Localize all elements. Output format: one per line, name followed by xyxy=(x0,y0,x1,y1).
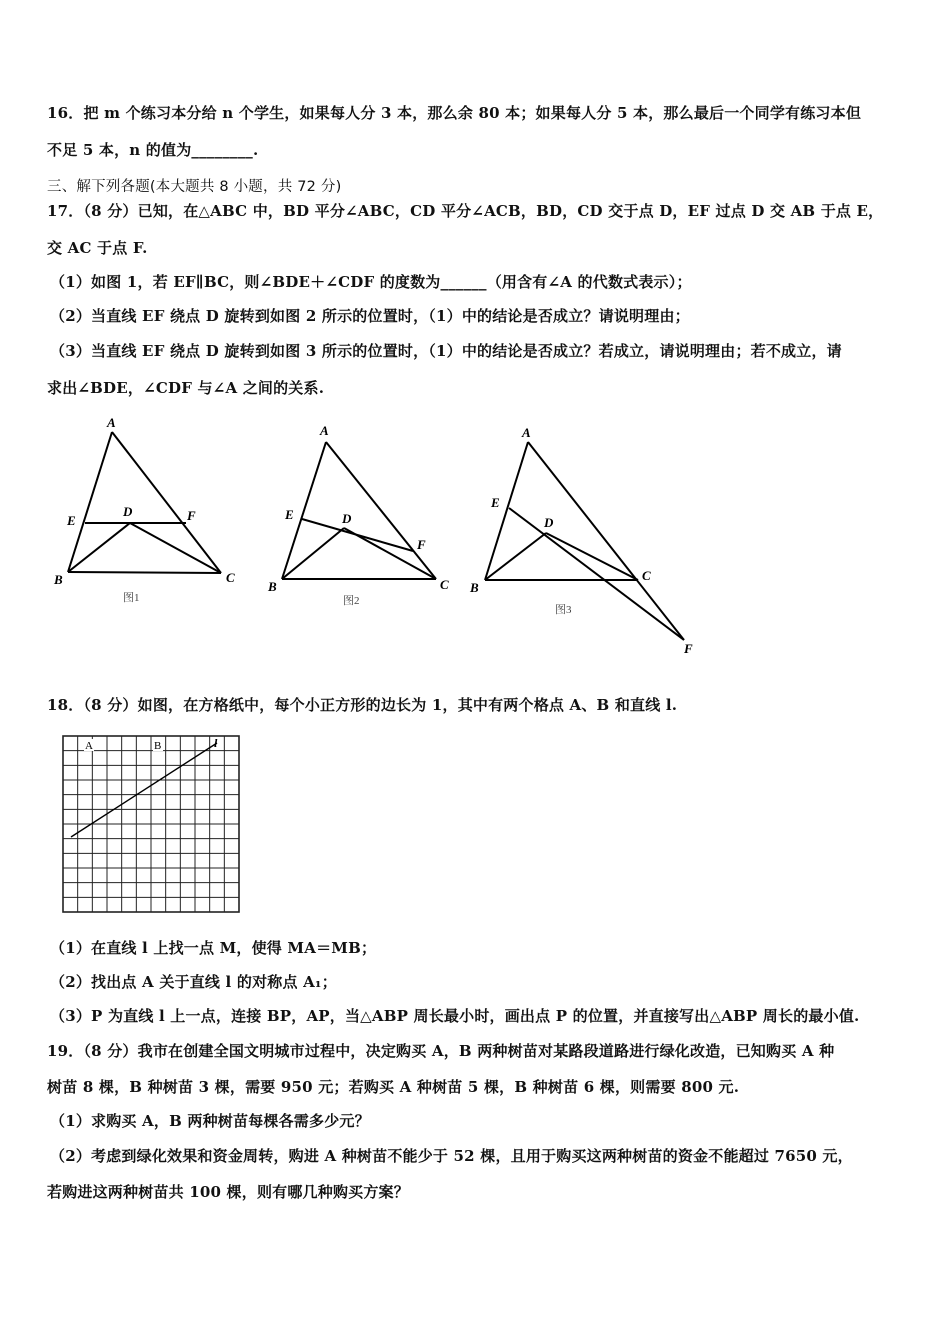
fig2-line-cd xyxy=(344,528,436,579)
q19-line2: 树苗 8 棵，B 种树苗 3 棵，需要 950 元；若购买 A 种树苗 5 棵，B 种树苗 6 棵，则需要 800 元. xyxy=(47,1078,740,1096)
figure-1 xyxy=(40,410,250,610)
q16-line1: 16．把 m 个练习本分给 n 个学生，如果每人分 3 本，那么余 80 本；如果每人分 5 本，那么最后一个同学有练习本但 xyxy=(47,104,862,122)
grid-lines xyxy=(63,736,239,912)
fig1-line-cd xyxy=(130,523,221,573)
q18-line1: 18．（8 分）如图，在方格纸中，每个小正方形的边长为 1，其中有两个格点 A、B 和直线 l. xyxy=(47,696,678,714)
fig1-label-a: A xyxy=(107,415,116,430)
fig3-line-bd xyxy=(485,533,546,580)
q19-part2-line1: （2）考虑到绿化效果和资金周转，购进 A 种树苗不能少于 52 棵，且用于购买这两种树苗的资金不能超过 7650 元， xyxy=(50,1147,853,1165)
fig1-caption: 图1 xyxy=(123,592,140,604)
fig2-line-bd xyxy=(282,528,344,579)
q18-part3: （3）P 为直线 l 上一点，连接 BP，AP，当△ABP 周长最小时，画出点 P 的位置，并直接写出△ABP 周长的最小值. xyxy=(50,1007,860,1025)
grid-label-l: l xyxy=(214,736,218,750)
q17-part3-line2: 求出∠BDE，∠CDF 与∠A 之间的关系. xyxy=(47,379,325,397)
q18-part1: （1）在直线 l 上找一点 M，使得 MA＝MB； xyxy=(50,939,377,957)
figure-3 xyxy=(460,420,710,665)
fig2-caption: 图2 xyxy=(343,595,360,607)
fig1-side-ab xyxy=(68,432,112,572)
q19-part2-line2: 若购进这两种树苗共 100 棵，则有哪几种购买方案？ xyxy=(47,1183,409,1201)
grid-figure xyxy=(60,733,244,917)
fig3-line-cd xyxy=(546,533,638,580)
q17-part2: （2）当直线 EF 绕点 D 旋转到如图 2 所示的位置时，（1）中的结论是否成立？请说明理由； xyxy=(50,307,690,325)
fig1-side-ac xyxy=(112,432,221,573)
fig1-label-f: F xyxy=(187,508,196,523)
fig1-label-e: E xyxy=(67,513,76,528)
q17-part3-line1: （3）当直线 EF 绕点 D 旋转到如图 3 所示的位置时，（1）中的结论是否成立？若成立，请说明理由；若不成立，请 xyxy=(50,342,842,360)
fig3-label-d: D xyxy=(544,515,554,530)
fig3-label-c: C xyxy=(642,568,651,583)
fig1-label-c: C xyxy=(226,570,235,585)
fig2-label-c: C xyxy=(440,577,449,592)
q16-line2: 不足 5 本，n 的值为________. xyxy=(47,141,259,159)
q19-line1: 19．（8 分）我市在创建全国文明城市过程中，决定购买 A，B 两种树苗对某路段道路进行绿化改造，已知购买 A 种 xyxy=(47,1042,835,1060)
section-heading: 三、解下列各题(本大题共 8 小题，共 72 分) xyxy=(47,179,342,195)
q17-line2: 交 AC 于点 F. xyxy=(47,239,148,257)
grid-label-b: B xyxy=(154,740,162,752)
fig1-side-bc xyxy=(68,572,221,573)
fig3-side-ab xyxy=(485,442,528,580)
fig2-label-b: B xyxy=(268,579,277,594)
fig2-label-f: F xyxy=(417,537,426,552)
fig2-label-e: E xyxy=(285,507,294,522)
figure-2 xyxy=(255,415,465,615)
q17-line1: 17．（8 分）已知，在△ABC 中，BD 平分∠ABC，CD 平分∠ACB，BD，CD 交于点 D，EF 过点 D 交 AB 于点 E， xyxy=(47,202,884,220)
q18-part2: （2）找出点 A 关于直线 l 的对称点 A₁； xyxy=(50,973,337,991)
fig3-label-f: F xyxy=(684,641,693,656)
fig3-label-e: E xyxy=(491,495,500,510)
fig1-label-d: D xyxy=(123,504,133,519)
fig1-line-bd xyxy=(68,523,130,572)
fig3-caption: 图3 xyxy=(555,604,572,616)
grid-label-a: A xyxy=(85,740,93,752)
fig3-label-a: A xyxy=(522,425,531,440)
fig1-label-b: B xyxy=(54,572,63,587)
q17-part1: （1）如图 1，若 EF∥BC，则∠BDE＋∠CDF 的度数为______（用含有∠A 的代数式表示）； xyxy=(50,273,692,291)
fig2-label-d: D xyxy=(342,511,352,526)
q19-part1: （1）求购买 A，B 两种树苗每棵各需多少元？ xyxy=(50,1112,370,1130)
fig3-label-b: B xyxy=(470,580,479,595)
fig2-label-a: A xyxy=(320,423,329,438)
